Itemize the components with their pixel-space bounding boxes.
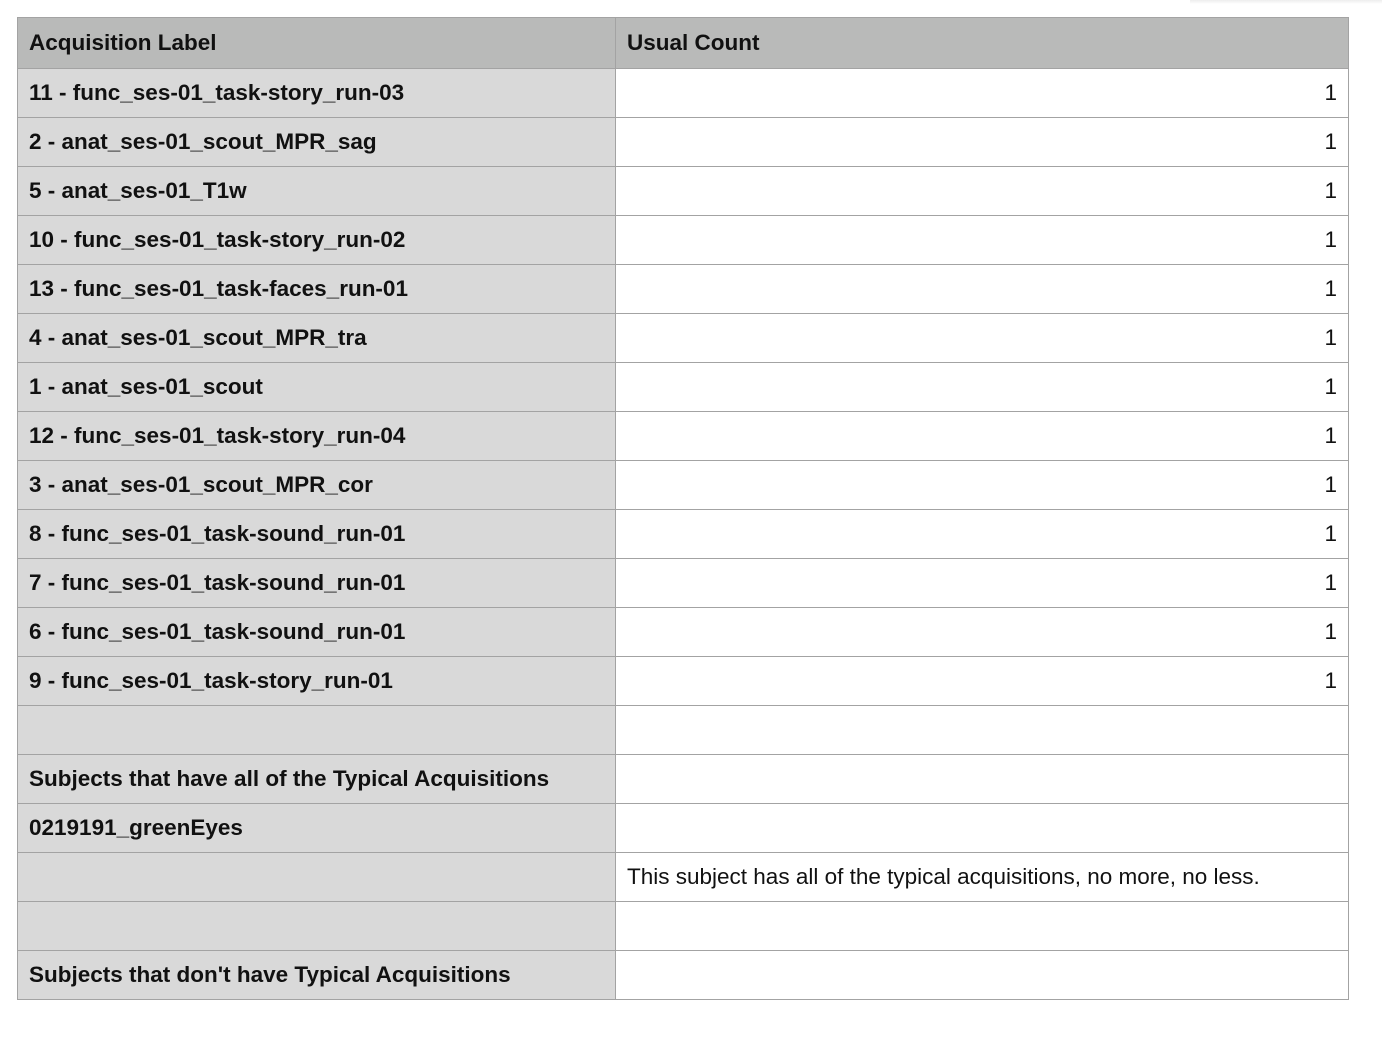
empty-row xyxy=(18,902,1349,951)
usual-count-cell[interactable]: 1 xyxy=(616,559,1349,608)
usual-count-cell[interactable]: 1 xyxy=(616,314,1349,363)
window-edge-shadow xyxy=(1190,0,1382,4)
table-row xyxy=(18,657,1349,706)
empty-value-cell[interactable] xyxy=(616,804,1349,853)
table-row xyxy=(18,69,1349,118)
table-row xyxy=(18,265,1349,314)
acquisition-label-cell[interactable]: 5 - anat_ses-01_T1w xyxy=(18,167,616,216)
table-row xyxy=(18,118,1349,167)
empty-label-cell[interactable] xyxy=(18,853,616,902)
acquisition-label-cell[interactable]: 12 - func_ses-01_task-story_run-04 xyxy=(18,412,616,461)
table-row xyxy=(18,608,1349,657)
acquisition-label-cell[interactable]: 1 - anat_ses-01_scout xyxy=(18,363,616,412)
empty-label-cell[interactable] xyxy=(18,706,616,755)
section-heading-row xyxy=(18,755,1349,804)
usual-count-cell[interactable]: 1 xyxy=(616,69,1349,118)
typical-subjects-heading[interactable]: Subjects that have all of the Typical Acquisitions xyxy=(18,755,616,804)
table-row xyxy=(18,461,1349,510)
column-header-usual-count[interactable]: Usual Count xyxy=(616,18,1349,69)
empty-value-cell[interactable] xyxy=(616,755,1349,804)
subject-id-cell[interactable]: 0219191_greenEyes xyxy=(18,804,616,853)
usual-count-cell[interactable]: 1 xyxy=(616,118,1349,167)
subject-row xyxy=(18,804,1349,853)
table-row xyxy=(18,363,1349,412)
acquisition-table xyxy=(17,17,1349,1000)
acquisition-label-cell[interactable]: 8 - func_ses-01_task-sound_run-01 xyxy=(18,510,616,559)
empty-value-cell[interactable] xyxy=(616,706,1349,755)
acquisition-label-cell[interactable]: 6 - func_ses-01_task-sound_run-01 xyxy=(18,608,616,657)
table-row xyxy=(18,167,1349,216)
acquisition-label-cell[interactable]: 11 - func_ses-01_task-story_run-03 xyxy=(18,69,616,118)
acquisition-label-cell[interactable]: 4 - anat_ses-01_scout_MPR_tra xyxy=(18,314,616,363)
empty-label-cell[interactable] xyxy=(18,902,616,951)
acquisition-label-cell[interactable]: 10 - func_ses-01_task-story_run-02 xyxy=(18,216,616,265)
section-heading-row xyxy=(18,951,1349,1000)
empty-value-cell[interactable] xyxy=(616,951,1349,1000)
acquisition-label-cell[interactable]: 7 - func_ses-01_task-sound_run-01 xyxy=(18,559,616,608)
header-row xyxy=(18,18,1349,69)
usual-count-cell[interactable]: 1 xyxy=(616,363,1349,412)
acquisition-label-cell[interactable]: 9 - func_ses-01_task-story_run-01 xyxy=(18,657,616,706)
empty-value-cell[interactable] xyxy=(616,902,1349,951)
usual-count-cell[interactable]: 1 xyxy=(616,167,1349,216)
usual-count-cell[interactable]: 1 xyxy=(616,461,1349,510)
usual-count-cell[interactable]: 1 xyxy=(616,412,1349,461)
usual-count-cell[interactable]: 1 xyxy=(616,510,1349,559)
atypical-subjects-heading[interactable]: Subjects that don't have Typical Acquisitions xyxy=(18,951,616,1000)
acquisition-label-cell[interactable]: 3 - anat_ses-01_scout_MPR_cor xyxy=(18,461,616,510)
column-header-acquisition-label[interactable]: Acquisition Label xyxy=(18,18,616,69)
acquisition-label-cell[interactable]: 13 - func_ses-01_task-faces_run-01 xyxy=(18,265,616,314)
acquisition-label-cell[interactable]: 2 - anat_ses-01_scout_MPR_sag xyxy=(18,118,616,167)
table-row xyxy=(18,314,1349,363)
table-row xyxy=(18,510,1349,559)
table-row xyxy=(18,412,1349,461)
table-row xyxy=(18,216,1349,265)
subject-note-row xyxy=(18,853,1349,902)
usual-count-cell[interactable]: 1 xyxy=(616,265,1349,314)
usual-count-cell[interactable]: 1 xyxy=(616,216,1349,265)
usual-count-cell[interactable]: 1 xyxy=(616,608,1349,657)
subject-note-cell[interactable]: This subject has all of the typical acquisitions, no more, no less. xyxy=(616,853,1349,902)
usual-count-cell[interactable]: 1 xyxy=(616,657,1349,706)
table-row xyxy=(18,559,1349,608)
empty-row xyxy=(18,706,1349,755)
